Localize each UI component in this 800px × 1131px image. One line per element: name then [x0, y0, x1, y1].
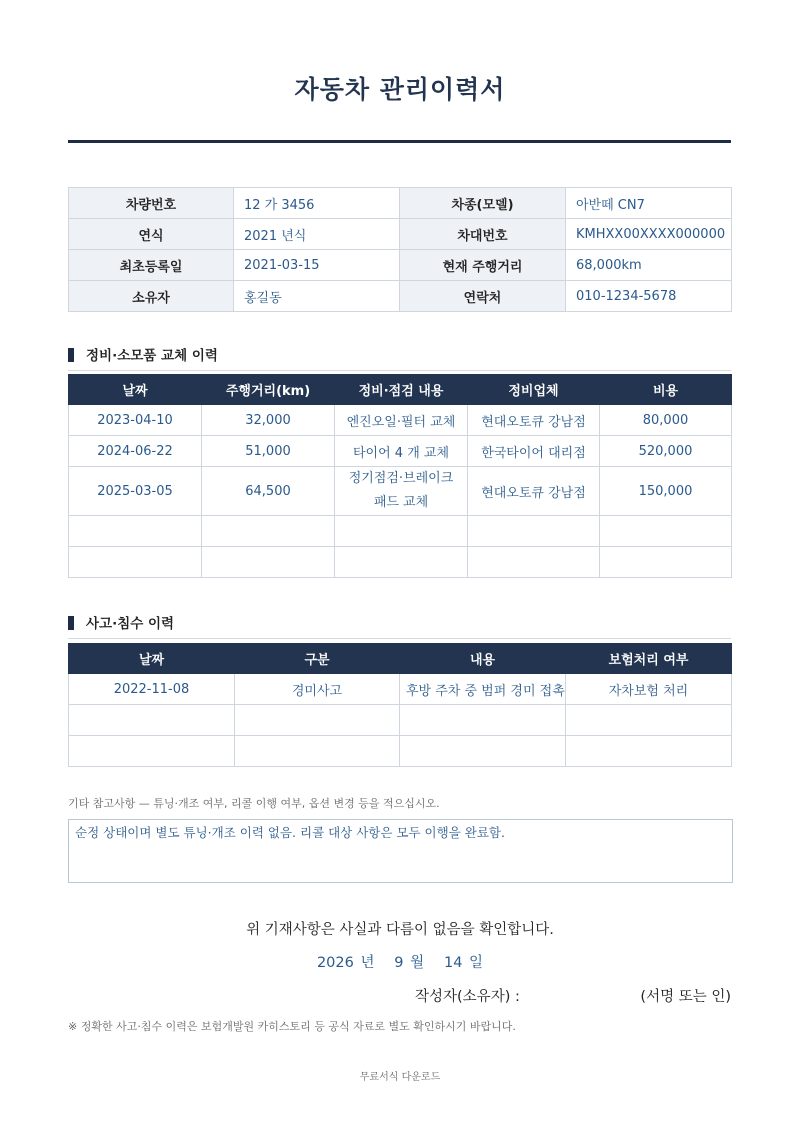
info-value[interactable]: KMHXX00XXXX000000 — [566, 219, 732, 250]
maintenance-section-title: 정비·소모품 교체 이력 — [86, 348, 218, 364]
info-row — [69, 250, 732, 281]
table-row — [69, 547, 732, 578]
column-header: 주행거리(km) — [202, 375, 335, 405]
info-row — [69, 188, 732, 219]
signer-label: 작성자(소유자) : — [415, 989, 520, 1005]
maintenance-table — [68, 374, 732, 578]
info-value[interactable]: 2021-03-15 — [234, 250, 400, 281]
table-cell[interactable]: 엔진오일·필터 교체 — [335, 405, 468, 436]
column-header: 정비업체 — [468, 375, 600, 405]
title-divider — [68, 140, 731, 143]
table-cell[interactable] — [600, 516, 732, 547]
table-cell[interactable] — [235, 736, 400, 767]
column-header: 날짜 — [69, 375, 202, 405]
table-cell[interactable] — [400, 705, 566, 736]
signature-date — [0, 951, 800, 972]
column-header: 날짜 — [69, 644, 235, 674]
table-row — [69, 736, 732, 767]
table-cell[interactable]: 현대오토큐 강남점 — [468, 467, 600, 516]
table-cell[interactable] — [600, 547, 732, 578]
date-day-unit: 일 — [469, 955, 484, 971]
column-header: 정비·점검 내용 — [335, 375, 468, 405]
table-cell[interactable]: 150,000 — [600, 467, 732, 516]
info-row — [69, 219, 732, 250]
accident-section-title: 사고·침수 이력 — [86, 616, 175, 632]
table-cell[interactable]: 520,000 — [600, 436, 732, 467]
table-row — [69, 674, 732, 705]
vehicle-info-table — [68, 187, 732, 312]
column-header: 보험처리 여부 — [566, 644, 732, 674]
table-cell[interactable]: 32,000 — [202, 405, 335, 436]
info-value[interactable]: 68,000km — [566, 250, 732, 281]
table-cell[interactable] — [202, 516, 335, 547]
table-cell[interactable] — [69, 705, 235, 736]
confirmation-text: 위 기재사항은 사실과 다름이 없음을 확인합니다. — [246, 922, 554, 938]
info-value[interactable]: 2021 년식 — [234, 219, 400, 250]
table-cell[interactable] — [69, 516, 202, 547]
info-value[interactable]: 12 가 3456 — [234, 188, 400, 219]
table-cell[interactable]: 51,000 — [202, 436, 335, 467]
table-cell[interactable]: 2022-11-08 — [69, 674, 235, 705]
info-value[interactable]: 홍길동 — [234, 281, 400, 312]
footer-link[interactable]: 무료서식 다운로드 — [359, 1072, 441, 1083]
table-cell[interactable]: 현대오토큐 강남점 — [468, 405, 600, 436]
info-label: 차량번호 — [69, 188, 234, 219]
table-cell[interactable] — [468, 547, 600, 578]
table-cell[interactable] — [335, 516, 468, 547]
info-label: 차대번호 — [400, 219, 566, 250]
table-row — [69, 405, 732, 436]
notes-label: 기타 참고사항 — 튜닝·개조 여부, 리콜 이행 여부, 옵션 변경 등을 적으십시오. — [68, 797, 440, 810]
table-cell[interactable]: 경미사고 — [235, 674, 400, 705]
info-label: 현재 주행거리 — [400, 250, 566, 281]
table-cell[interactable] — [235, 705, 400, 736]
date-year[interactable]: 2026 — [316, 955, 354, 971]
table-cell[interactable]: 타이어 4 개 교체 — [335, 436, 468, 467]
table-cell[interactable] — [566, 705, 732, 736]
table-cell[interactable]: 자차보험 처리 — [566, 674, 732, 705]
info-label: 차종(모델) — [400, 188, 566, 219]
table-cell[interactable] — [335, 547, 468, 578]
info-value[interactable]: 아반떼 CN7 — [566, 188, 732, 219]
maintenance-section-heading — [68, 344, 731, 371]
date-month[interactable]: 9 — [394, 955, 404, 971]
accident-section-heading — [68, 612, 731, 639]
table-row — [69, 705, 732, 736]
table-cell[interactable]: 후방 주차 중 범퍼 경미 접촉 — [400, 674, 566, 705]
signature-hint: (서명 또는 인) — [640, 989, 731, 1005]
notes-field[interactable]: 순정 상태이며 별도 튜닝·개조 이력 없음. 리콜 대상 사항은 모두 이행을 완료함. — [68, 819, 733, 883]
table-cell[interactable]: 64,500 — [202, 467, 335, 516]
section-marker — [68, 616, 74, 630]
date-year-unit: 년 — [360, 955, 375, 971]
table-cell[interactable] — [468, 516, 600, 547]
section-marker — [68, 348, 74, 362]
table-cell[interactable] — [202, 547, 335, 578]
table-cell[interactable] — [400, 736, 566, 767]
accident-table — [68, 643, 732, 767]
page-title: 자동차 관리이력서 — [294, 75, 506, 104]
table-row — [69, 516, 732, 547]
table-cell[interactable]: 한국타이어 대리점 — [468, 436, 600, 467]
column-header: 구분 — [235, 644, 400, 674]
table-cell[interactable] — [69, 547, 202, 578]
footnote: ※ 정확한 사고·침수 이력은 보험개발원 카히스토리 등 공식 자료로 별도 확인하시기 바랍니다. — [68, 1020, 516, 1033]
column-header: 내용 — [400, 644, 566, 674]
table-cell[interactable] — [566, 736, 732, 767]
table-cell[interactable]: 2024-06-22 — [69, 436, 202, 467]
table-row — [69, 467, 732, 516]
info-label: 연식 — [69, 219, 234, 250]
info-value[interactable]: 010-1234-5678 — [566, 281, 732, 312]
info-row — [69, 281, 732, 312]
date-day[interactable]: 14 — [443, 955, 463, 971]
date-month-unit: 월 — [410, 955, 425, 971]
table-cell[interactable]: 80,000 — [600, 405, 732, 436]
info-label: 연락처 — [400, 281, 566, 312]
info-label: 최초등록일 — [69, 250, 234, 281]
table-row — [69, 436, 732, 467]
table-cell[interactable]: 2025-03-05 — [69, 467, 202, 516]
column-header: 비용 — [600, 375, 732, 405]
table-cell[interactable]: 2023-04-10 — [69, 405, 202, 436]
table-cell[interactable] — [69, 736, 235, 767]
info-label: 소유자 — [69, 281, 234, 312]
table-cell[interactable]: 정기점검·브레이크 패드 교체 — [335, 467, 468, 516]
